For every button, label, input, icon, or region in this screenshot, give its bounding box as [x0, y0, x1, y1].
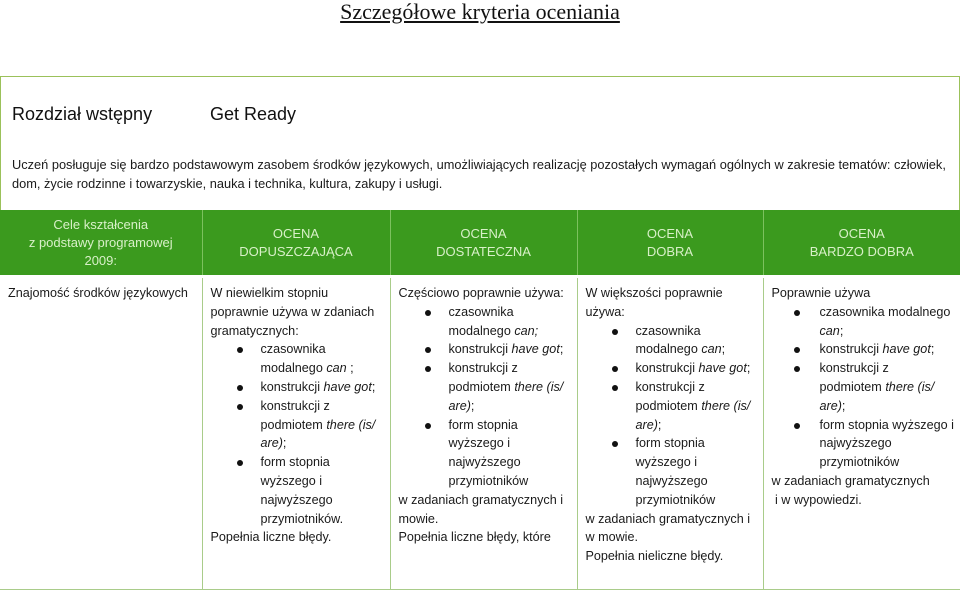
list-item: form stopnia wyższego i najwyższego przymiotników — [772, 416, 955, 472]
grade-4-cell: W większości poprawnie używa: czasownika modalnego can; konstrukcji have got; konstrukcji z podmiotem there (is/ are); form stopnia wyższego i najwyższego przymiotników w zadaniach gramatycznych i w mowie. Popełnia nieliczne błędy. — [577, 278, 763, 590]
bullet-icon — [237, 385, 243, 391]
criteria-list — [772, 303, 955, 472]
header-grade-5: OCENA BARDZO DOBRA — [763, 210, 960, 275]
bullet-icon — [794, 347, 800, 353]
list-item: form stopnia wyższego i najwyższego przymiotników — [399, 416, 571, 491]
bullet-icon — [425, 423, 431, 429]
criteria-list — [211, 340, 384, 528]
list-item: konstrukcji z podmiotem there (is/ are); — [211, 397, 384, 453]
bullet-icon — [237, 404, 243, 410]
list-item: form stopnia wyższego i najwyższego przymiotników — [586, 434, 757, 509]
header-grade-3: OCENA DOSTATECZNA — [390, 210, 577, 275]
bullet-icon — [612, 366, 618, 372]
bullet-icon — [612, 329, 618, 335]
list-item: czasownika modalnego can; — [399, 303, 571, 341]
criteria-table — [0, 210, 960, 590]
criteria-list — [586, 322, 757, 510]
bullet-icon — [425, 347, 431, 353]
header-grade-4: OCENA DOBRA — [577, 210, 763, 275]
chapter-label: Rozdział wstępny — [12, 104, 153, 124]
table-row — [0, 278, 960, 590]
bullet-icon — [425, 366, 431, 372]
list-item: konstrukcji have got; — [772, 340, 955, 359]
list-item: konstrukcji z podmiotem there (is/ are); — [399, 359, 571, 415]
list-item: konstrukcji have got; — [586, 359, 757, 378]
bullet-icon — [794, 310, 800, 316]
header-row — [0, 210, 960, 275]
list-item: czasownika modalnego can; — [586, 322, 757, 360]
bullet-icon — [612, 441, 618, 447]
list-item: konstrukcji have got; — [211, 378, 384, 397]
list-item: konstrukcji z podmiotem there (is/ are); — [772, 359, 955, 415]
bullet-icon — [612, 385, 618, 391]
bullet-icon — [425, 310, 431, 316]
bullet-icon — [237, 347, 243, 353]
list-item: form stopnia wyższego i najwyższego przymiotników. — [211, 453, 384, 528]
chapter-name: Get Ready — [210, 104, 297, 124]
list-item: czasownika modalnego can; — [772, 303, 955, 341]
grade-5-cell: Poprawnie używa czasownika modalnego can; konstrukcji have got; konstrukcji z podmiotem there (is/ are); form stopnia wyższego i najwyższego przymiotników w zadaniach gramatycznych i w wypowiedzi. — [763, 278, 960, 590]
bullet-icon — [794, 423, 800, 429]
bullet-icon — [237, 460, 243, 466]
list-item: czasownika modalnego can ; — [211, 340, 384, 378]
header-grade-2: OCENA DOPUSZCZAJĄCA — [202, 210, 390, 275]
page-title: Szczegółowe kryteria oceniania — [340, 0, 620, 24]
bullet-icon — [794, 366, 800, 372]
criteria-list — [399, 303, 571, 491]
grade-2-cell: W niewielkim stopniu poprawnie używa w zdaniach gramatycznych: czasownika modalnego can ; konstrukcji have got; konstrukcji z podmiotem there (is/ are); form stopnia wyższego i najwyższego przymiotników. Popełnia liczne błędy. — [202, 278, 390, 590]
header-goals: Cele kształcenia z podstawy programowej 2009: — [0, 210, 202, 275]
intro-paragraph: Uczeń posługuje się bardzo podstawowym zasobem środków językowych, umożliwiających realizację pozostałych wymagań ogólnych w zakresie tematów: człowiek, dom, życie rodzinne i towarzyskie, nauka i technika, kultura, zakupy i usługi. — [12, 157, 946, 191]
goal-cell: Znajomość środków językowych — [0, 278, 202, 590]
list-item: konstrukcji z podmiotem there (is/ are); — [586, 378, 757, 434]
grade-3-cell: Częściowo poprawnie używa: czasownika modalnego can; konstrukcji have got; konstrukcji z podmiotem there (is/ are); form stopnia wyższego i najwyższego przymiotników w zadaniach gramatycznych i mowie. Popełnia liczne błędy, które — [390, 278, 577, 590]
list-item: konstrukcji have got; — [399, 340, 571, 359]
